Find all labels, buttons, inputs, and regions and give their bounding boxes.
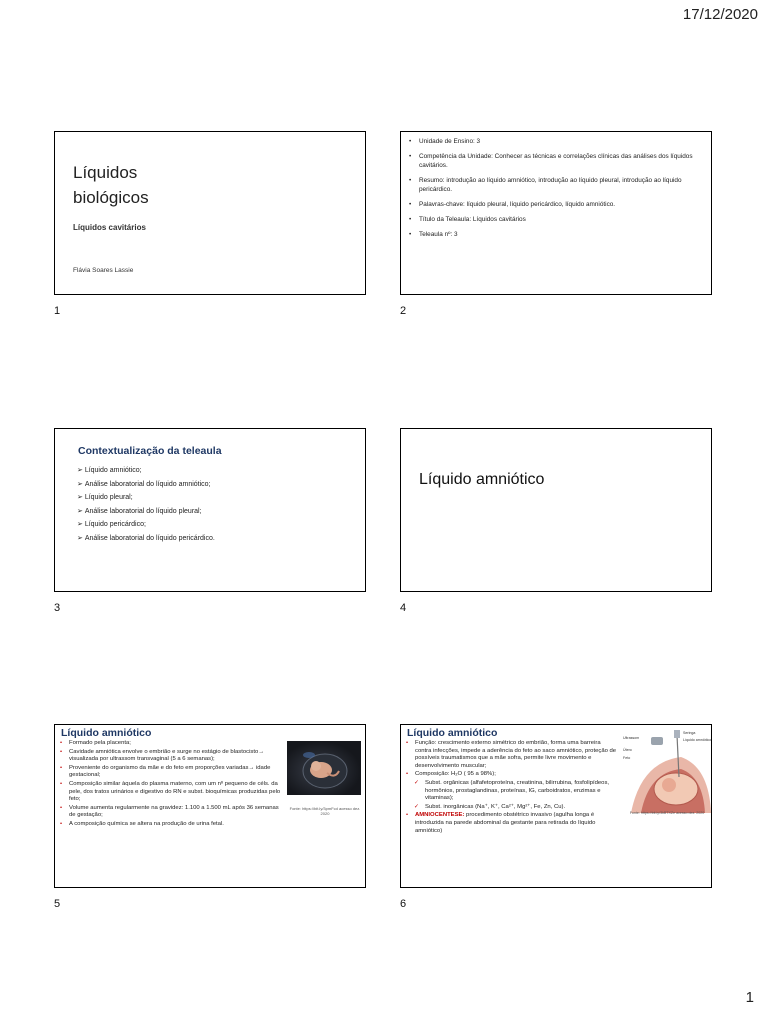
slide-4	[400, 428, 712, 592]
list-item: • Formado pela placenta;	[57, 740, 285, 748]
slide-5-list	[57, 740, 285, 830]
list-item: ➢ Análise laboratorial do líquido amniótico;	[77, 478, 215, 492]
slide-number-4: 4	[400, 602, 407, 614]
slide-6-image-credit: Fonte: https://bit.ly/3kBTXZe acesso dez. 2020	[629, 811, 705, 815]
amniocentese-text: procedimento obstétrico invasivo (agulha longa é introduzida na parede abdominal da gestante para retirada do líquido amniótico)	[415, 812, 596, 834]
slide-1-title-line2: biológicos	[73, 188, 149, 207]
list-item: • Composição similar àquela do plasma materno, com um nº pequeno de céls. da pele, dos tratos urinários e digestivo do RN e subst. bioquímicas produzidas pelo feto;	[57, 781, 285, 804]
list-item: ➢ Líquido pericárdico;	[77, 518, 215, 532]
amniocentesis-illustration	[621, 727, 711, 813]
embryo-image	[287, 741, 361, 795]
list-item: • Competência da Unidade: Conhecer as técnicas e correlações clínicas das análises dos líquidos cavitários.	[407, 152, 703, 170]
slide-6-title: Líquido amniótico	[407, 727, 498, 739]
diagram-label-seringa: Seringa	[683, 731, 696, 735]
list-item: • Cavidade amniótica envolve o embrião e surge no estágio de blastocisto→ visualizada por ultrassom transvaginal (5 a 6 semanas);	[57, 749, 285, 764]
slide-number-6: 6	[400, 898, 407, 910]
list-item: ➢ Análise laboratorial do líquido pericárdico.	[77, 532, 215, 546]
list-item: ✓ Subst. inorgânicas (Na⁺, K⁺, Ca²⁺, Mg²⁺, Fe, Zn, Cu).	[403, 804, 617, 812]
list-item: • Volume aumenta regularmente na gravidez: 1.100 a 1.500 mL após 36 semanas de gestação;	[57, 805, 285, 820]
slide-6-list	[403, 740, 617, 836]
list-item: ➢ Líquido amniótico;	[77, 464, 215, 478]
list-item: • Teleaula nº: 3	[407, 230, 703, 239]
list-item: ✓ Subst. orgânicas (alfafetoproteína, creatinina, bilirrubina, fosfolipídeos, hormônios, prostaglandinas, proteínas, IG, carboidratos, enzimas e vitaminas);	[403, 780, 617, 803]
diagram-label-liquido: Líquido amniótico	[683, 738, 711, 742]
slide-1	[54, 131, 366, 295]
list-item: ➢ Líquido pleural;	[77, 491, 215, 505]
slide-5-image-credit: Fonte: https://bit.ly/3pmFcd acesso dez. 2020	[289, 806, 361, 816]
slide-5-title: Líquido amniótico	[61, 727, 152, 739]
slide-1-author: Flávia Soares Lassie	[73, 267, 134, 274]
list-item: • A composição química se altera na produção de urina fetal.	[57, 821, 285, 829]
slide-3	[54, 428, 366, 592]
list-item: • Resumo: introdução ao líquido amniótico, introdução ao líquido pleural, introdução ao líquido pericárdico.	[407, 176, 703, 194]
list-item: • Título da Teleaula: Líquidos cavitários	[407, 215, 703, 224]
list-item: • Unidade de Ensino: 3	[407, 137, 703, 146]
slide-number-2: 2	[400, 305, 407, 317]
diagram-label-utero: Útero	[623, 748, 632, 752]
slide-number-3: 3	[54, 602, 61, 614]
slide-3-list	[77, 464, 215, 546]
list-item	[403, 812, 617, 835]
page-number: 1	[745, 989, 754, 1006]
embryo-illustration	[287, 741, 361, 795]
slide-2	[400, 131, 712, 295]
diagram-label-ultrassom: Ultrassom	[623, 736, 640, 740]
list-item: • Composição: H₂O ( 95 a 98%);	[403, 771, 617, 779]
slide-1-title-line1: Líquidos	[73, 163, 138, 182]
slide-4-title: Líquido amniótico	[419, 471, 545, 488]
slide-1-title	[73, 160, 149, 210]
slide-5	[54, 724, 366, 888]
slide-number-1: 1	[54, 305, 61, 317]
list-item: • Palavras-chave: líquido pleural, líquido pericárdico, líquido amniótico.	[407, 200, 703, 209]
slide-2-list	[407, 137, 703, 245]
list-item: ➢ Análise laboratorial do líquido pleural;	[77, 505, 215, 519]
slide-6	[400, 724, 712, 888]
slide-number-5: 5	[54, 898, 61, 910]
slide-1-subtitle: Líquidos cavitários	[73, 223, 146, 232]
slide-3-title: Contextualização da teleaula	[78, 445, 222, 457]
amniocentesis-diagram	[621, 727, 711, 813]
list-item: • Proveniente do organismo da mãe e do feto em proporções variadas→ idade gestacional;	[57, 765, 285, 780]
diagram-label-feto: Feto	[623, 756, 631, 760]
amniocentese-label: AMNIOCENTESE:	[415, 812, 465, 819]
page-date: 17/12/2020	[682, 6, 758, 23]
list-item: • Função: crescimento externo simétrico do embrião, forma uma barreira contra infecções, impede a aderência do feto ao saco amniótico, proteção de possíveis traumatismos que a mãe sofra, permite livre movimento e desenvolvimento muscular;	[403, 740, 617, 770]
